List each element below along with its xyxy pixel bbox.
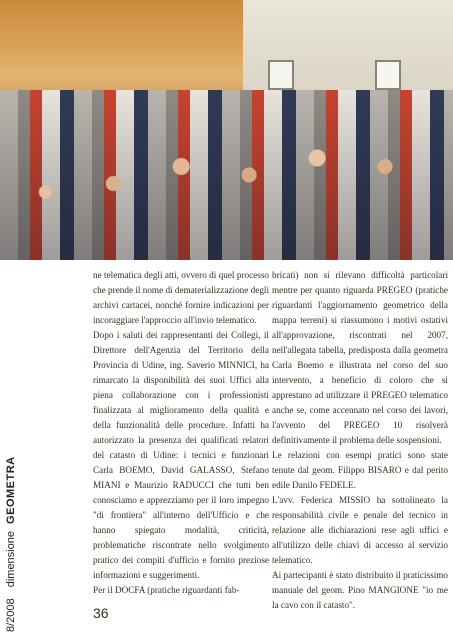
conference-audience-photo <box>0 0 453 260</box>
paragraph: bricati) non si rilevano difficoltà particolari mentre per quanto riguarda PREGEO (pratiche riguardanti l'aggiornamento geometrico della mappa terreni) si riassumono i motivi ostativi all'approvazione, riscontrati nel 2007, nell'allegata tabella, predisposta dalla geometra Carla Boemo e illustrata nel corso del suo intervento, a beneficio di coloro che si apprestano ad utilizzare il PREGEO telematico anche se, come accennato nel corso dei lavori, l'avvento del PREGEO 10 risolverà definitivamente il problema delle sospensioni. <box>272 270 448 445</box>
paragraph: ne telematica degli atti, ovvero di quel processo che prende il nome di dematerializzazione degli archivi cartacei, nonché fornire indicazioni per incoraggiare l'approccio all'invio telematico. <box>93 270 270 325</box>
paragraph: Ai partecipanti è stato distribuito il praticissimo manuale del geom. Pino MANGIONE "io me la cavo con il catasto". <box>272 570 448 610</box>
paragraph: Le relazioni con esempi pratici sono state tenute dal geom. Filippo BISARO e dal perito edile Danilo FEDELE. <box>272 450 448 490</box>
text-column-right <box>272 268 448 613</box>
masthead-brand: GEOMETRA <box>5 456 17 524</box>
seated-audience <box>0 90 453 260</box>
masthead-word: dimensione <box>5 531 17 588</box>
vertical-sidebar <box>0 260 22 640</box>
paragraph: L'avv. Federica MISSIO ha sottolineato la responsabilità civile e penale del tecnico in relazione alle dichiarazioni rese agli uffici e all'utilizzo delle chiavi di accesso al servizio telematico. <box>272 495 448 565</box>
issue-number: 8/2008 <box>5 598 17 632</box>
paragraph: Dopo i saluti dei rappresentanti dei Collegi, il Direttore dell'Agenzia del Territorio della Provincia di Udine, ing. Saverio MINNICI, ha rimarcato la disponibilità dei suoi Uffici alla piena collaborazione con i professionisti finalizzata al miglioramento della qualità e della funzionalità delle procedure. Infatti ha autorizzato la presenza dei qualificati relatori del catasto di Udine: i tecnici e funzionari Carla BOEMO, David GALASSO, Stefano MIANI e Maurizio RADUCCI che tutti ben conosciamo e apprezziamo per il loro impegno "di frontiera" all'interno dell'Ufficio e che hanno spiegato modalità, criticità, problematiche riscontrate nello svolgimento pratico dei compiti d'ufficio e fornito preziose informazioni e suggerimenti. <box>93 330 269 580</box>
text-column-left <box>93 268 269 598</box>
window <box>375 60 401 90</box>
magazine-masthead <box>5 252 17 632</box>
window <box>268 60 294 90</box>
paragraph: Per il DOCFA (pratiche riguardanti fab- <box>93 585 240 595</box>
page-number: 36 <box>93 605 109 621</box>
